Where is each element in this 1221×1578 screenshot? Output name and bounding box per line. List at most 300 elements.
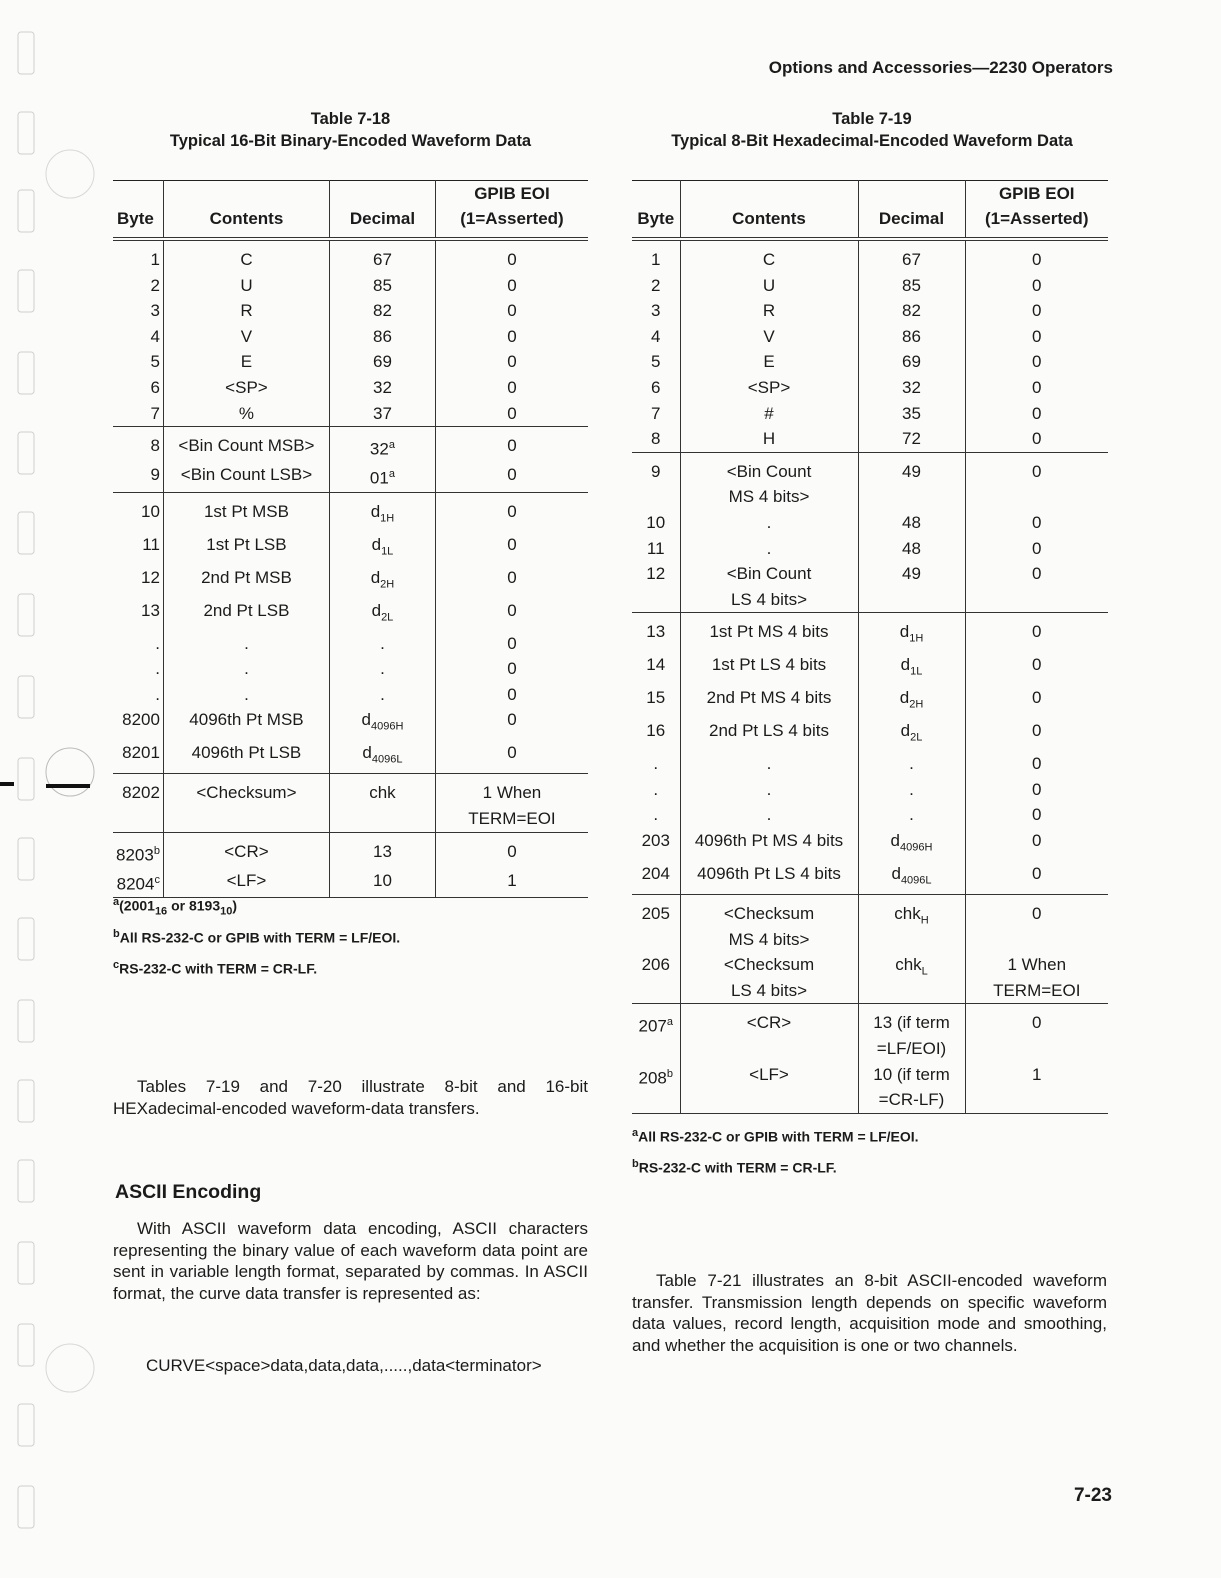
eoi-value: 0	[507, 534, 517, 554]
decimal-value: 85	[902, 275, 921, 295]
eoi-value: 0	[507, 275, 517, 295]
table-row	[113, 707, 588, 740]
eoi-value: 0	[1032, 564, 1042, 584]
contents-value: .	[766, 512, 772, 532]
table-row	[632, 510, 1108, 536]
contents-value: <LF>	[226, 870, 267, 890]
decimal-subscript: 4096L	[900, 874, 932, 887]
footnote-text: All RS-232-C or GPIB with TERM = LF/EOI.	[638, 1128, 919, 1145]
cell-contents	[163, 375, 329, 401]
contents-value: <Bin Count LSB>	[180, 465, 313, 485]
footnote-mark: a	[113, 896, 120, 908]
contents-value: U	[762, 275, 776, 295]
footnote-text: (2001	[119, 897, 155, 914]
eoi-value: 0	[507, 841, 517, 861]
byte-value: 1	[651, 250, 661, 269]
cell-eoi	[435, 324, 588, 350]
eoi-value: 0	[507, 633, 517, 653]
eoi-header-line1: GPIB EOI	[474, 184, 550, 203]
intro-paragraph: Tables 7-19 and 7-20 illustrate 8-bit and 16-bit HEXadecimal-encoded waveform-data transfers.	[113, 1077, 588, 1118]
decimal-value: 67	[372, 250, 392, 269]
byte-value: 12	[646, 564, 666, 584]
cell-contents	[680, 1062, 858, 1114]
row-group	[113, 427, 588, 493]
table-7-19-footnote-a	[632, 1127, 919, 1145]
eoi-value: 1	[507, 870, 517, 890]
cell-byte	[113, 239, 163, 273]
col-header-byte: Byte	[632, 181, 680, 240]
cell-decimal	[858, 895, 965, 953]
decimal-value: 85	[372, 275, 392, 295]
contents-value: 4096th Pt MSB	[189, 710, 304, 730]
cell-decimal	[329, 774, 435, 832]
decimal-value: 48	[902, 512, 921, 532]
table-row	[632, 324, 1108, 350]
byte-value: .	[653, 754, 659, 774]
byte-value: 2	[651, 275, 661, 295]
cell-byte	[113, 298, 163, 324]
contents-value: 2nd Pt MS 4 bits	[706, 688, 832, 708]
eoi-value-line2: TERM=EOI	[468, 808, 556, 828]
cell-contents	[163, 273, 329, 299]
decimal-value: d	[900, 721, 911, 741]
cell-eoi	[435, 565, 588, 598]
contents-value: 1st Pt MS 4 bits	[709, 622, 829, 642]
section-heading: ASCII Encoding	[115, 1181, 262, 1203]
contents-value: 4096th Pt LS 4 bits	[697, 864, 841, 884]
cell-byte	[113, 462, 163, 492]
cell-eoi	[435, 774, 588, 832]
byte-value: .	[653, 779, 659, 799]
table-7-18	[113, 180, 588, 898]
footnote-text: )	[232, 897, 238, 914]
cell-decimal	[858, 802, 965, 828]
table-row	[632, 1004, 1108, 1062]
byte-value: 3	[651, 301, 661, 321]
cell-contents	[163, 401, 329, 427]
table-row	[113, 349, 588, 375]
decimal-subscript: 4096H	[900, 841, 933, 854]
decimal-subscript: 4096H	[370, 720, 404, 733]
cell-contents	[680, 1004, 858, 1062]
contents-value: .	[766, 805, 772, 825]
contents-value: 1st Pt LS 4 bits	[711, 655, 827, 675]
table-row	[113, 532, 588, 565]
cell-byte	[632, 652, 680, 685]
table-row	[632, 652, 1108, 685]
cell-byte	[113, 682, 163, 708]
decimal-value: 82	[372, 301, 392, 321]
byte-value: 8	[651, 429, 661, 449]
footnote-text: RS-232-C with TERM = CR-LF.	[119, 960, 318, 977]
cell-decimal	[858, 613, 965, 652]
table-row	[113, 868, 588, 898]
cell-byte	[632, 239, 680, 273]
decimal-value: 86	[372, 326, 392, 346]
cell-byte	[632, 751, 680, 777]
byte-value: 4	[651, 326, 661, 346]
cell-decimal	[329, 656, 435, 682]
table-row	[632, 952, 1108, 1004]
cell-contents	[163, 427, 329, 463]
cell-byte	[632, 861, 680, 894]
contents-value-line2: MS 4 bits>	[728, 929, 810, 949]
caption-title: Table 7-19	[832, 110, 912, 128]
cell-decimal	[858, 401, 965, 427]
contents-value: 2nd Pt LS 4 bits	[708, 721, 830, 741]
cell-byte	[632, 802, 680, 828]
cell-eoi	[965, 685, 1108, 718]
decimal-value: 32	[372, 377, 392, 397]
eoi-value: 0	[507, 659, 517, 679]
contents-value: .	[244, 633, 249, 653]
cell-decimal	[858, 375, 965, 401]
contents-value: 4096th Pt MS 4 bits	[694, 831, 844, 851]
cell-decimal	[858, 273, 965, 299]
cell-contents	[680, 718, 858, 751]
table-row	[113, 492, 588, 531]
cell-decimal	[329, 631, 435, 657]
eoi-value: 0	[1032, 403, 1042, 423]
cell-eoi	[435, 532, 588, 565]
cell-decimal	[858, 1004, 965, 1062]
eoi-value: 0	[1032, 429, 1042, 449]
cell-eoi	[435, 682, 588, 708]
cell-decimal	[858, 239, 965, 273]
byte-value: 5	[150, 352, 160, 372]
contents-value: 1st Pt MSB	[203, 501, 289, 521]
row-group	[632, 1004, 1108, 1113]
table-row	[632, 273, 1108, 299]
table-7-18-footnote-c	[113, 959, 317, 977]
table-row	[113, 401, 588, 427]
cell-decimal	[858, 324, 965, 350]
footnote-text: RS-232-C with TERM = CR-LF.	[638, 1159, 837, 1176]
decimal-value: d	[899, 688, 910, 708]
decimal-value: d	[370, 501, 381, 521]
decimal-subscript: 1L	[910, 665, 923, 678]
footnote-ref: b	[153, 844, 160, 857]
cell-decimal	[329, 682, 435, 708]
eoi-value: 0	[507, 352, 517, 372]
cell-contents	[680, 751, 858, 777]
eoi-value: 1 When	[482, 783, 542, 803]
cell-decimal	[858, 349, 965, 375]
contents-value: <CR>	[224, 841, 269, 861]
cell-decimal	[858, 685, 965, 718]
cell-decimal	[858, 452, 965, 510]
table-row	[113, 462, 588, 492]
cell-eoi	[965, 751, 1108, 777]
byte-value: 3	[150, 301, 160, 321]
eoi-value: 0	[1032, 326, 1042, 346]
row-group	[113, 492, 588, 774]
cell-contents	[680, 561, 858, 613]
caption-subtitle: Typical 16-Bit Binary-Encoded Waveform Data	[169, 132, 532, 150]
cell-byte	[113, 868, 163, 898]
cell-byte	[632, 536, 680, 562]
cell-byte	[113, 565, 163, 598]
contents-value: <Bin Count	[726, 564, 812, 584]
table-row	[632, 1062, 1108, 1114]
decimal-value: d	[900, 655, 911, 675]
cell-contents	[680, 536, 858, 562]
decimal-subscript: 2L	[910, 731, 923, 744]
cell-byte	[632, 273, 680, 299]
cell-contents	[680, 777, 858, 803]
table-7-18-footnote-a	[113, 896, 237, 917]
eoi-value: 0	[507, 501, 517, 521]
eoi-value: 0	[1032, 352, 1042, 372]
cell-byte	[113, 707, 163, 740]
cell-byte	[632, 613, 680, 652]
cell-byte	[113, 598, 163, 631]
cell-eoi	[435, 427, 588, 463]
table-row	[113, 427, 588, 463]
cell-eoi	[435, 273, 588, 299]
cell-byte	[113, 492, 163, 531]
contents-value: R	[762, 301, 776, 321]
table-row	[632, 861, 1108, 894]
byte-value: 8200	[122, 710, 160, 730]
cell-contents	[680, 375, 858, 401]
cell-eoi	[965, 510, 1108, 536]
decimal-value: .	[380, 684, 385, 704]
byte-value: 6	[651, 377, 661, 397]
decimal-value: 49	[902, 564, 921, 584]
cell-contents	[163, 532, 329, 565]
contents-value-line2: LS 4 bits>	[730, 980, 808, 1000]
table-row	[632, 613, 1108, 652]
cell-decimal	[858, 861, 965, 894]
eoi-value: 0	[1032, 275, 1042, 295]
footnote-mark: b	[113, 928, 120, 940]
table-row	[113, 324, 588, 350]
cell-contents	[163, 462, 329, 492]
cell-decimal	[329, 707, 435, 740]
cell-decimal	[858, 510, 965, 536]
cell-byte	[632, 1062, 680, 1114]
cell-contents	[163, 707, 329, 740]
cell-contents	[163, 682, 329, 708]
table-row	[632, 401, 1108, 427]
contents-value: V	[763, 326, 775, 346]
contents-value: .	[766, 779, 772, 799]
decimal-value: 82	[902, 301, 921, 321]
byte-value: 7	[150, 403, 160, 423]
cell-decimal	[329, 565, 435, 598]
eoi-value: 0	[1032, 805, 1042, 825]
contents-value: <Checksum	[723, 904, 815, 923]
cell-decimal	[858, 536, 965, 562]
table-row	[113, 656, 588, 682]
cell-contents	[680, 613, 858, 652]
cell-eoi	[435, 492, 588, 531]
footnote-ref: a	[666, 1016, 673, 1029]
contents-value-line2: LS 4 bits>	[730, 589, 808, 609]
cell-decimal	[858, 426, 965, 452]
contents-value: 4096th Pt LSB	[191, 743, 302, 763]
eoi-value: 0	[507, 403, 517, 423]
decimal-subscript: 1L	[381, 545, 394, 558]
cell-contents	[680, 401, 858, 427]
eoi-value: 1	[1032, 1064, 1042, 1084]
eoi-value: 0	[507, 377, 517, 397]
contents-value: R	[240, 301, 253, 321]
table-row	[632, 298, 1108, 324]
decimal-value-line2: =CR-LF)	[878, 1090, 945, 1110]
contents-value: %	[238, 403, 255, 423]
contents-value: V	[240, 326, 253, 346]
row-group	[113, 774, 588, 832]
eoi-header-line2: (1=Asserted)	[460, 209, 564, 228]
cell-contents	[680, 324, 858, 350]
eoi-value: 0	[1032, 721, 1042, 741]
cell-contents	[163, 598, 329, 631]
cell-decimal	[858, 952, 965, 1004]
cell-byte	[632, 426, 680, 452]
byte-value: 8	[150, 436, 160, 456]
decimal-value: 37	[372, 403, 392, 423]
cell-decimal	[329, 324, 435, 350]
row-group	[113, 239, 588, 427]
row-group	[632, 239, 1108, 452]
eoi-value: 0	[507, 710, 517, 730]
decimal-value: d	[899, 622, 910, 642]
cell-contents	[163, 239, 329, 273]
eoi-value: 0	[1032, 622, 1042, 642]
cell-eoi	[965, 452, 1108, 510]
decimal-subscript: 2H	[909, 698, 924, 711]
cell-decimal	[858, 298, 965, 324]
decimal-subscript: 2L	[381, 611, 394, 623]
byte-value: 205	[641, 904, 670, 923]
cell-byte	[632, 895, 680, 953]
contents-value: <SP>	[747, 377, 791, 397]
decimal-value: 72	[902, 429, 921, 449]
eoi-value: 0	[1032, 538, 1042, 558]
cell-contents	[163, 774, 329, 832]
footnote-ref: b	[666, 1067, 673, 1080]
byte-value: 6	[150, 377, 160, 397]
byte-value: 14	[646, 655, 666, 675]
cell-decimal	[858, 1062, 965, 1114]
contents-value: .	[244, 659, 249, 679]
cell-contents	[680, 895, 858, 953]
row-group	[113, 832, 588, 898]
decimal-value: d	[371, 600, 382, 620]
byte-value: 13	[646, 622, 666, 642]
col-header-eoi	[435, 181, 588, 240]
eoi-value: 0	[1032, 831, 1042, 851]
cell-contents	[680, 802, 858, 828]
cell-byte	[113, 427, 163, 463]
cell-contents	[680, 828, 858, 861]
decimal-value: 35	[902, 403, 921, 423]
cell-decimal	[858, 652, 965, 685]
ascii-paragraph: With ASCII waveform data encoding, ASCII characters representing the binary value of each waveform data point are sent in variable length format, separated by commas. In ASCII format, the curve data transfer is represented as:	[113, 1219, 588, 1303]
eoi-value: 0	[1032, 655, 1042, 675]
binding-mark	[0, 782, 14, 786]
decimal-value: 49	[902, 461, 921, 481]
table-row	[632, 375, 1108, 401]
table-row	[632, 718, 1108, 751]
cell-eoi	[965, 952, 1108, 1004]
cell-decimal	[329, 832, 435, 868]
table-row	[113, 375, 588, 401]
cell-decimal	[858, 777, 965, 803]
contents-value: 2nd Pt MSB	[201, 567, 292, 587]
decimal-subscript: 1H	[380, 512, 395, 525]
cell-eoi	[965, 324, 1108, 350]
decimal-value: 86	[902, 326, 921, 346]
cell-contents	[680, 452, 858, 510]
col-header-byte: Byte	[113, 181, 163, 240]
contents-value: <Bin Count	[726, 461, 812, 481]
decimal-value: chk	[369, 783, 396, 803]
cell-byte	[632, 718, 680, 751]
cell-contents	[680, 861, 858, 894]
table-row	[632, 685, 1108, 718]
decimal-value: 32	[902, 377, 921, 397]
contents-value: 2nd Pt LSB	[203, 600, 290, 620]
cell-eoi	[965, 895, 1108, 953]
cell-contents	[163, 832, 329, 868]
eoi-value: 0	[1032, 512, 1042, 532]
table-7-19-caption	[632, 108, 1112, 152]
col-header-decimal: Decimal	[858, 181, 965, 240]
cell-byte	[632, 952, 680, 1004]
decimal-value: 69	[372, 352, 392, 372]
cell-decimal	[329, 532, 435, 565]
decimal-value: .	[909, 805, 914, 825]
cell-eoi	[965, 1062, 1108, 1114]
cell-decimal	[858, 561, 965, 613]
cell-byte	[113, 774, 163, 832]
cell-eoi	[965, 828, 1108, 861]
decimal-value: d	[362, 743, 372, 763]
table-row	[632, 426, 1108, 452]
decimal-value: 10 (if term	[873, 1064, 950, 1084]
decimal-value: .	[380, 633, 385, 653]
cell-eoi	[965, 401, 1108, 427]
byte-value: 9	[150, 465, 160, 485]
decimal-value: 13	[372, 841, 392, 861]
cell-byte	[632, 1004, 680, 1062]
decimal-value: d	[361, 710, 371, 730]
table-7-19-footnote-b	[632, 1158, 837, 1176]
eoi-value: 0	[1032, 688, 1042, 708]
cell-decimal	[329, 401, 435, 427]
row-group	[632, 895, 1108, 1004]
footnote-sub: 10	[220, 905, 233, 918]
table-7-18-caption	[113, 108, 588, 152]
cell-contents	[680, 298, 858, 324]
cell-eoi	[435, 298, 588, 324]
decimal-value: 01	[369, 469, 389, 489]
decimal-value: .	[380, 659, 385, 679]
cell-eoi	[435, 631, 588, 657]
cell-eoi	[435, 656, 588, 682]
decimal-value: d	[370, 567, 381, 587]
cell-decimal	[329, 868, 435, 898]
table-row	[632, 895, 1108, 953]
cell-eoi	[435, 375, 588, 401]
cell-eoi	[965, 652, 1108, 685]
cell-eoi	[965, 777, 1108, 803]
footnote-text: or 8193	[167, 897, 221, 914]
caption-title: Table 7-18	[310, 110, 391, 128]
